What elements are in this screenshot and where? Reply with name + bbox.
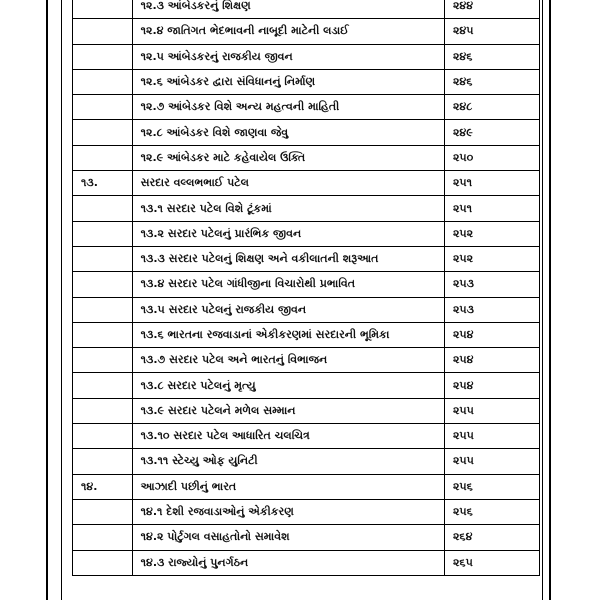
toc-entry-title: આઝાદી પછીનું ભારત (132, 474, 444, 499)
toc-page-number: ૨૫૬ (444, 499, 539, 524)
toc-chapter-number (73, 322, 133, 347)
toc-chapter-number (73, 196, 133, 221)
toc-chapter-number (73, 120, 133, 145)
toc-row (73, 221, 540, 246)
toc-chapter-number (73, 221, 133, 246)
toc-entry-title: ૧૪.૩ રાજ્યોનું પુનર્ગઠન (132, 550, 444, 575)
toc-page-number: ૨૫૧ (444, 171, 539, 196)
toc-entry-title: ૧૨.૭ આંબેડકર વિશે અન્ય મહત્વની માહિતી (132, 95, 444, 120)
toc-chapter-number (73, 449, 133, 474)
toc-chapter-number (73, 499, 133, 524)
toc-entry-title: ૧૩.૫ સરદાર પટેલનું રાજકીય જીવન (132, 297, 444, 322)
toc-entry-title: ૧૨.૫ આંબેડકરનું રાજકીય જીવન (132, 44, 444, 69)
toc-entry-title: ૧૩.૩ સરદાર પટેલનું શિક્ષણ અને વકીલાતની શરૂઆત (132, 246, 444, 271)
toc-row (73, 297, 540, 322)
toc-page-number: ૨૫૬ (444, 474, 539, 499)
toc-row (73, 145, 540, 170)
toc-row (73, 0, 540, 19)
toc-page-number: ૨૫૫ (444, 398, 539, 423)
toc-row (73, 398, 540, 423)
toc-entry-title: ૧૩.૧ સરદાર પટેલ વિશે ટૂંકમાં (132, 196, 444, 221)
toc-chapter-number (73, 525, 133, 550)
toc-chapter-number (73, 95, 133, 120)
toc-chapter-number (73, 272, 133, 297)
toc-page-number: ૨૫૪ (444, 373, 539, 398)
toc-entry-title: ૧૩.૧૧ સ્ટેચ્યુ ઓફ યુનિટી (132, 449, 444, 474)
toc-chapter-number (73, 44, 133, 69)
toc-chapter-number: ૧૪. (73, 474, 133, 499)
toc-row (73, 373, 540, 398)
toc-page-number: ૨૫૩ (444, 272, 539, 297)
toc-row (73, 272, 540, 297)
toc-page-number: ૨૪૬ (444, 44, 539, 69)
toc-row (73, 196, 540, 221)
toc-entry-title: સરદાર વલ્લભભાઈ પટેલ (132, 171, 444, 196)
toc-row (73, 246, 540, 271)
toc-page-number: ૨૫૪ (444, 322, 539, 347)
toc-page-number: ૨૬૫ (444, 550, 539, 575)
toc-row (73, 499, 540, 524)
toc-page-number: ૨૪૫ (444, 19, 539, 44)
toc-page-number: ૨૪૯ (444, 120, 539, 145)
toc-page-number: ૨૫૫ (444, 424, 539, 449)
toc-entry-title: ૧૩.૭ સરદાર પટેલ અને ભારતનું વિભાજન (132, 348, 444, 373)
toc-chapter-number (73, 398, 133, 423)
toc-row (73, 525, 540, 550)
toc-chapter-number (73, 348, 133, 373)
toc-page-number: ૨૫૪ (444, 348, 539, 373)
toc-row (73, 424, 540, 449)
toc-chapter-number (73, 19, 133, 44)
toc-entry-title: ૧૨.૮ આંબેડકર વિશે જાણવા જેવુ (132, 120, 444, 145)
table-of-contents (72, 0, 540, 576)
toc-entry-title: ૧૩.૬ ભારતના રજવાડાનાં એકીકરણમાં સરદારની ભૂમિકા (132, 322, 444, 347)
toc-page-number: ૨૪૪ (444, 0, 539, 19)
toc-chapter-row (73, 171, 540, 196)
toc-entry-title: ૧૨.૯ આંબેડકર માટે કહેવાયેલ ઉક્તિ (132, 145, 444, 170)
toc-entry-title: ૧૨.૩ આંબેડકરનું શિક્ષણ (132, 0, 444, 19)
toc-entry-title: ૧૩.૨ સરદાર પટેલનું પ્રારંભિક જીવન (132, 221, 444, 246)
toc-page-number: ૨૫૫ (444, 449, 539, 474)
toc-entry-title: ૧૪.૨ પોર્ટુગલ વસાહતોનો સમાવેશ (132, 525, 444, 550)
toc-page-number: ૨૪૬ (444, 69, 539, 94)
toc-row (73, 19, 540, 44)
toc-row (73, 95, 540, 120)
toc-chapter-number (73, 0, 133, 19)
toc-chapter-number (73, 424, 133, 449)
toc-row (73, 449, 540, 474)
toc-chapter-number (73, 69, 133, 94)
toc-row (73, 348, 540, 373)
toc-entry-title: ૧૨.૪ જાતિગત ભેદભાવની નાબૂદી માટેની લડાઈ (132, 19, 444, 44)
toc-entry-title: ૧૪.૧ દેશી રજવાડાઓનું એકીકરણ (132, 499, 444, 524)
toc-page-number: ૨૪૮ (444, 95, 539, 120)
toc-page-number: ૨૫૨ (444, 246, 539, 271)
toc-page-number: ૨૫૩ (444, 297, 539, 322)
toc-chapter-number (73, 246, 133, 271)
toc-entry-title: ૧૨.૬ આંબેડકર દ્વારા સંવિધાનનું નિર્માણ (132, 69, 444, 94)
toc-row (73, 120, 540, 145)
toc-row (73, 322, 540, 347)
toc-body (73, 0, 540, 575)
toc-row (73, 44, 540, 69)
toc-entry-title: ૧૩.૯ સરદાર પટેલને મળેલ સમ્માન (132, 398, 444, 423)
toc-chapter-row (73, 474, 540, 499)
toc-page-number: ૨૫૨ (444, 221, 539, 246)
toc-page-number: ૨૫૧ (444, 196, 539, 221)
empty-area (72, 565, 540, 605)
toc-page-number: ૨૫૦ (444, 145, 539, 170)
toc-chapter-number (73, 297, 133, 322)
toc-chapter-number (73, 145, 133, 170)
toc-entry-title: ૧૩.૪ સરદાર પટેલ ગાંધીજીના વિચારોથી પ્રભાવિત (132, 272, 444, 297)
toc-chapter-number: ૧૩. (73, 171, 133, 196)
toc-page-number: ૨૬૪ (444, 525, 539, 550)
toc-entry-title: ૧૩.૮ સરદાર પટેલનું મૃત્યુ (132, 373, 444, 398)
toc-chapter-number (73, 373, 133, 398)
toc-entry-title: ૧૩.૧૦ સરદાર પટેલ આધારિત ચલચિત્ર (132, 424, 444, 449)
toc-row (73, 69, 540, 94)
